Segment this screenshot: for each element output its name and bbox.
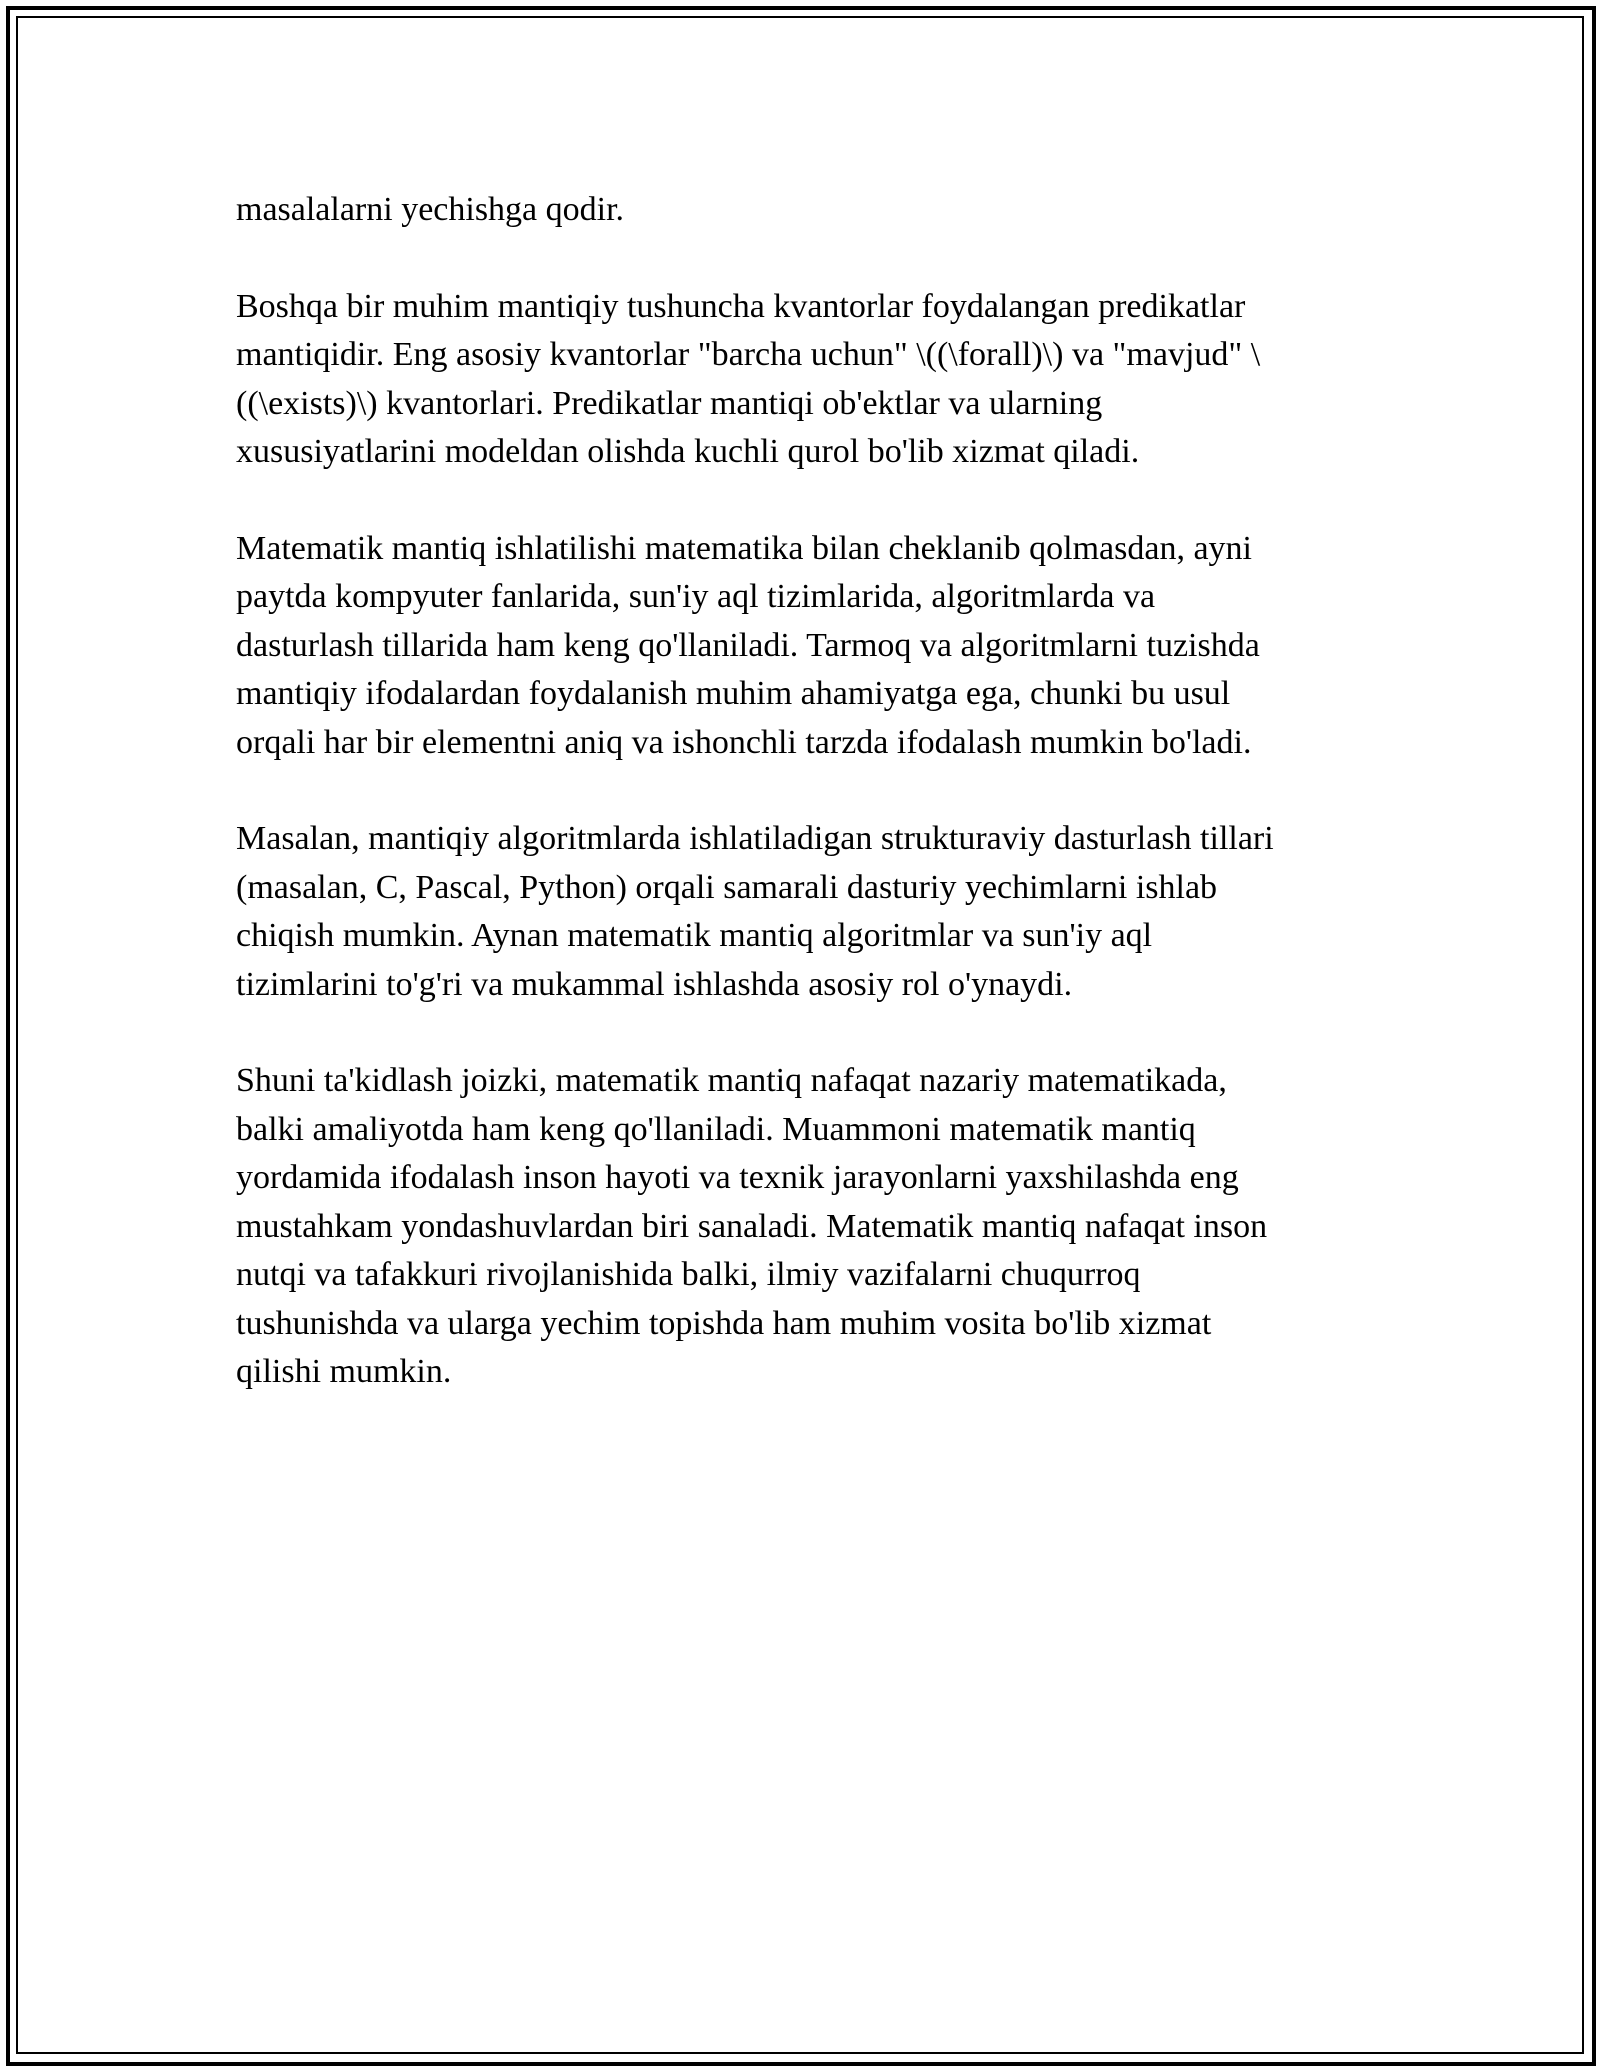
paragraph-conclusion: Shuni ta'kidlash joizki, matematik mantiq nafaqat nazariy matematikada, balki amaliyotda ham keng qo'llaniladi. Muammoni matematik mantiq yordamida ifodalash inson hayoti va texnik jarayonlarni yaxshilashda eng mustahkam yondashuvlardan biri sanaladi. Matematik mantiq nafaqat inson nutqi va tafakkuri rivojlanishida balki, ilmiy vazifalarni chuqurroq tushunishda va ularga yechim topishda ham muhim vosita bo'lib xizmat qilishi mumkin. xyxy=(236,1062,1268,1390)
paragraph-continuation: masalalarni yechishga qodir. xyxy=(236,191,625,228)
document-body xyxy=(236,186,1366,1445)
paragraph-programming-languages: Masalan, mantiqiy algoritmlarda ishlatiladigan strukturaviy dasturlash tillari (masalan, C, Pascal, Python) orqali samarali dasturiy yechimlarni ishlab chiqish mumkin. Aynan matematik mantiq algoritmlar va sun'iy aql tizimlarini to'g'ri va mukammal ishlashda asosiy rol o'ynaydi. xyxy=(236,820,1274,1003)
paragraph-predicate-logic: Boshqa bir muhim mantiqiy tushuncha kvantorlar foydalangan predikatlar mantiqidir. Eng asosiy kvantorlar "barcha uchun" \((\forall)\) va "mavjud" \ ((\exists)\) kvantorlari. Predikatlar mantiqi ob'ektlar va ularning xususiyatlarini modeldan olishda kuchli qurol bo'lib xizmat qiladi. xyxy=(236,287,1261,470)
paragraph-applications: Matematik mantiq ishlatilishi matematika bilan cheklanib qolmasdan, ayni paytda kompyuter fanlarida, sun'iy aql tizimlarida, algoritmlarda va dasturlash tillarida ham keng qo'llaniladi. Tarmoq va algoritmlarni tuzishda mantiqiy ifodalardan foydalanish muhim ahamiyatga ega, chunki bu usul orqali har bir elementni aniq va ishonchli tarzda ifodalash mumkin bo'ladi. xyxy=(236,529,1260,761)
